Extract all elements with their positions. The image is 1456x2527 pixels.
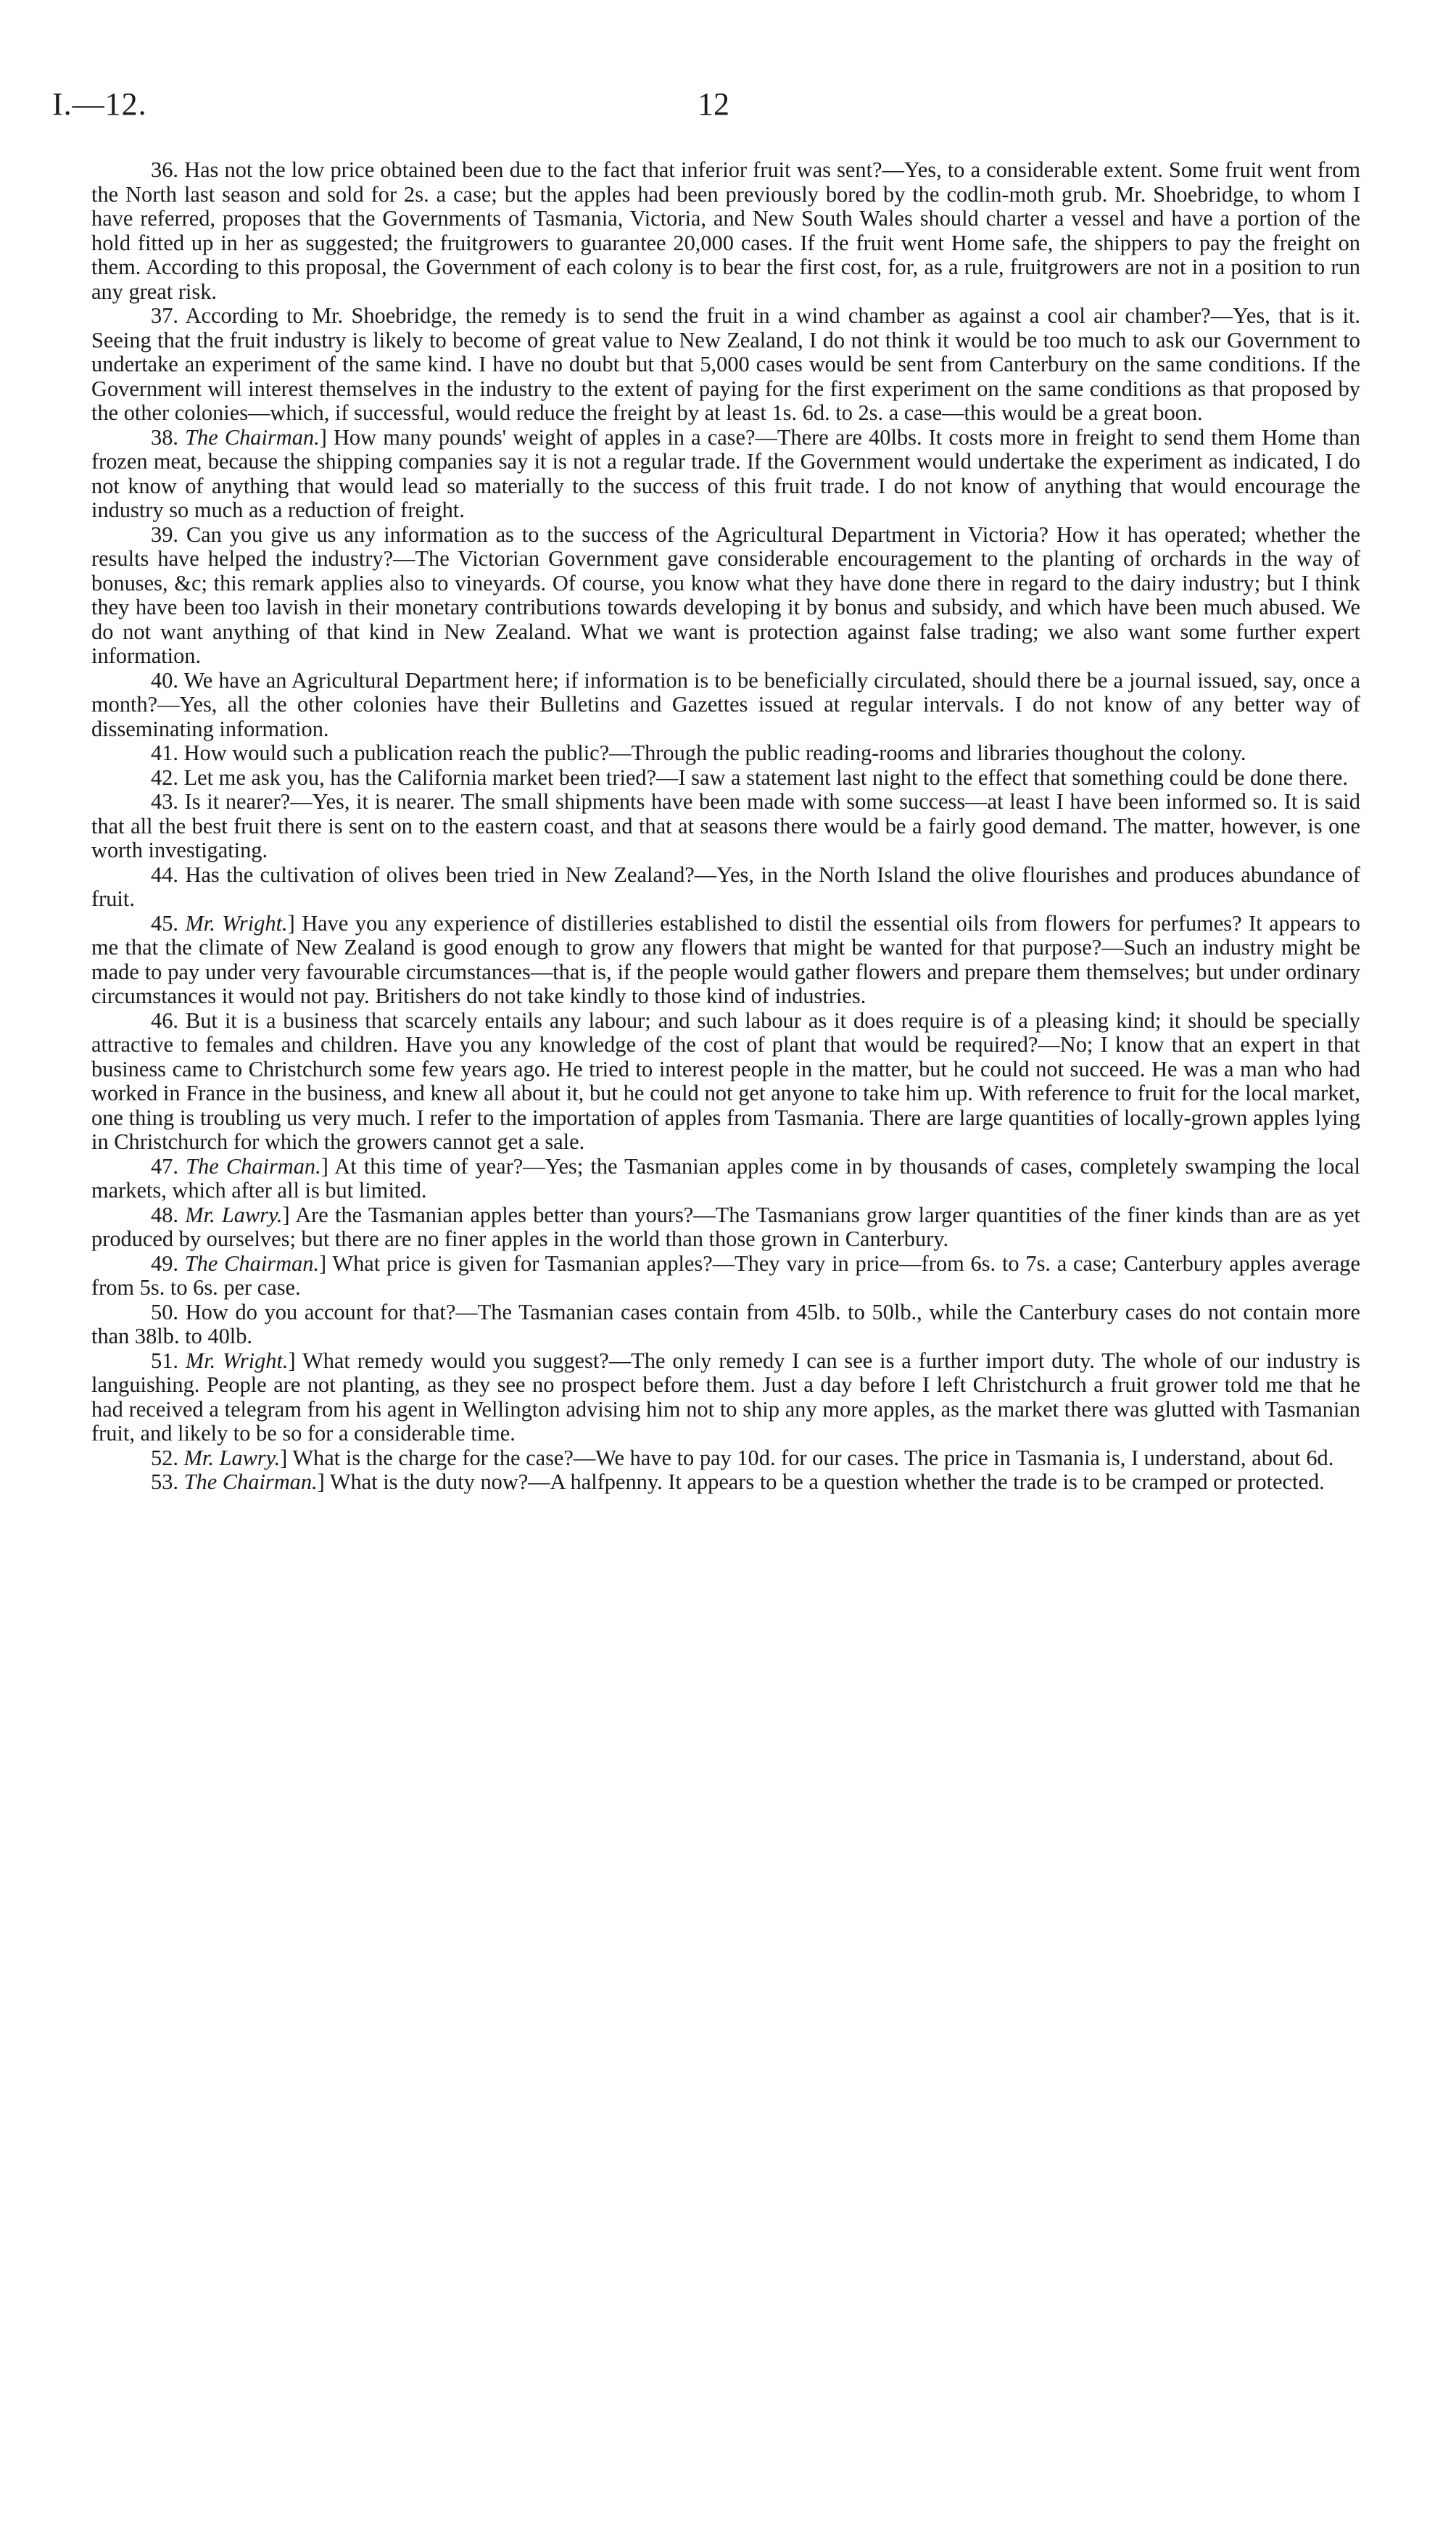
page-header [52,86,1401,129]
paragraph-52 [91,1446,1360,1471]
paragraph-number: 52. [151,1445,184,1470]
paragraph-text: 46. But it is a business that scarcely entails any labour; and such labour as it does require is of a pleasing kind; it should be specially attractive to females and children. Have you any knowledge of the cost of plant that would be required?—No; I know that an expert in that business came to Christchurch some few years ago. He tried to interest people in the matter, but he could not succeed. He was a man who had worked in France in the business, and knew all about it, but he could not get anyone to take him up. With reference to fruit for the local market, one thing is troubling us very much. I refer to the importation of apples from Tasmania. There are large quantities of locally-grown apples lying in Christchurch for which the growers cannot get a sale. [91,1007,1360,1154]
paragraph-text: 40. We have an Agricultural Department here; if information is to be beneficially circulated, should there be a journal issued, say, once a month?—Yes, all the other colonies have their Bulletins and Gazettes issued at regular intervals. I do not know of any better way of disseminating information. [91,667,1360,741]
paragraph-37 [91,304,1360,426]
paragraph-50 [91,1300,1360,1349]
paragraph-47 [91,1155,1360,1203]
paragraph-44 [91,863,1360,912]
paragraph-number: 51. [151,1348,186,1373]
evidence-body [91,158,1360,1495]
paragraph-48 [91,1203,1360,1252]
paragraph-53 [91,1470,1360,1495]
paragraph-text: 36. Has not the low price obtained been due to the fact that inferior fruit was sent?—Yes, to a considerable extent. Some fruit went from the North last season and sold for 2s. a case; but the apples had been previously bored by the codlin-moth grub. Mr. Shoebridge, to whom I have referred, proposes that the Governments of Tasmania, Victoria, and New South Wales should charter a vessel and have a portion of the hold fitted up in her as suggested; the fruitgrowers to guarantee 20,000 cases. If the fruit went Home safe, the shippers to pay the freight on them. According to this proposal, the Government of each colony is to bear the first cost, for, as a rule, fruitgrowers are not in a position to run any great risk. [91,157,1360,304]
paragraph-text: 37. According to Mr. Shoebridge, the remedy is to send the fruit in a wind chamber as against a cool air chamber?—Yes, that is it. Seeing that the fruit industry is likely to become of great value to New Zealand, I do not think it would be too much to ask our Government to undertake an experiment of the same kind. I have no doubt but that 5,000 cases would be sent from Canterbury on the same conditions. If the Government will interest themselves in the industry to the extent of paying for the first experiment on the same conditions as that proposed by the other colonies—which, if successful, would reduce the freight by at least 1s. 6d. to 2s. a case—this would be a great boon. [91,303,1360,425]
paragraph-text: 50. How do you account for that?—The Tasmanian cases contain from 45lb. to 50lb., while the Canterbury cases do not contain more than 38lb. to 40lb. [91,1299,1360,1348]
document-reference: I.—12. [52,86,147,122]
paragraph-text: 42. Let me ask you, has the California market been tried?—I saw a statement last night to the effect that something could be done there. [151,764,1348,790]
paragraph-text: ] What is the charge for the case?—We have to pay 10d. for our cases. The price in Tasmania is, I understand, about 6d. [280,1445,1334,1470]
paragraph-40 [91,669,1360,742]
paragraph-49 [91,1252,1360,1300]
paragraph-39 [91,523,1360,669]
speaker-name: The Chairman. [185,424,320,450]
speaker-name: The Chairman. [184,1250,320,1276]
paragraph-number: 38. [151,424,186,450]
paragraph-text: 44. Has the cultivation of olives been tried in New Zealand?—Yes, in the North Island the olive flourishes and produces abundance of fruit. [91,862,1360,911]
paragraph-text: ] How many pounds' weight of apples in a case?—There are 40lbs. It costs more in freight to send them Home than frozen meat, because the shipping companies say it is not a regular trade. If the Government would undertake the experiment as indicated, I do not know of anything that would lead so materially to the success of this fruit trade. I do not know of anything that would encourage the industry so much as a reduction of freight. [91,424,1360,522]
speaker-name: The Chairman. [186,1153,321,1179]
paragraph-45 [91,912,1360,1009]
paragraph-number: 47. [151,1153,186,1179]
paragraph-number: 53. [151,1469,184,1494]
paragraph-text: ] Are the Tasmanian apples better than yours?—The Tasmanians grow larger quantities of the finer kinds than are as yet produced by ourselves; but there are no finer apples in the world than those grown in Canterbury. [91,1202,1360,1251]
page-number: 12 [698,86,729,122]
paragraph-41 [91,741,1360,766]
paragraph-text: ] Have you any experience of distilleries established to distil the essential oils from flowers for perfumes? It appears to me that the climate of New Zealand is good enough to grow any flowers that might be wanted for that purpose?—Such an industry might be made to pay under very favourable circumstances—that is, if the people would gather flowers and prepare them themselves; but under ordinary circumstances it would not pay. Britishers do not take kindly to those kind of industries. [91,910,1360,1008]
paragraph-43 [91,790,1360,863]
paragraph-text: 43. Is it nearer?—Yes, it is nearer. The small shipments have been made with some success—at least I have been informed so. It is said that all the best fruit there is sent on to the eastern coast, and that at seasons there would be a fairly good demand. The matter, however, is one worth investigating. [91,789,1360,862]
speaker-name: The Chairman. [183,1469,318,1494]
paragraph-text: ] What price is given for Tasmanian apples?—They vary in price—from 6s. to 7s. a case; Canterbury apples average from 5s. to 6s. per case. [91,1250,1360,1300]
paragraph-text: ] What is the duty now?—A halfpenny. It appears to be a question whether the trade is to be cramped or protected. [317,1469,1325,1494]
paragraph-text: ] What remedy would you suggest?—The only remedy I can see is a further import duty. The whole of our industry is languishing. People are not planting, as they see no prospect before them. Just a day before I left Christchurch a fruit grower told me that he had received a telegram from his agent in Wellington advising him not to ship any more apples, as the market there was glutted with Tasmanian fruit, and likely to be so for a considerable time. [91,1348,1360,1446]
speaker-name: Mr. Lawry. [183,1445,281,1470]
speaker-name: Mr. Lawry. [185,1202,283,1227]
paragraph-42 [91,766,1360,791]
paragraph-46 [91,1009,1360,1155]
paragraph-51 [91,1349,1360,1446]
paragraph-text: 41. How would such a publication reach the public?—Through the public reading-rooms and libraries thoughout the colony. [151,741,1246,765]
paragraph-36 [91,158,1360,304]
paragraph-text: 39. Can you give us any information as to the success of the Agricultural Department in Victoria? How it has operated; whether the results have helped the industry?—The Victorian Government gave considerable encouragement to the planting of orchards in the way of bonuses, &c; this remark applies also to vineyards. Of course, you know what they have done there in regard to the dairy industry; but I think they have been too lavish in their monetary contributions towards developing it by bonus and subsidy, and which have been much abused. We do not want anything of that kind in New Zealand. What we want is protection against false trading; we also want some further expert information. [91,522,1360,668]
paragraph-text: ] At this time of year?—Yes; the Tasmanian apples come in by thousands of cases, completely swamping the local markets, which after all is but limited. [91,1153,1360,1203]
paragraph-38 [91,426,1360,523]
speaker-name: Mr. Wright. [185,910,288,936]
paragraph-number: 49. [151,1250,185,1276]
speaker-name: Mr. Wright. [185,1348,289,1373]
paragraph-number: 48. [151,1202,186,1227]
paragraph-number: 45. [151,910,186,936]
